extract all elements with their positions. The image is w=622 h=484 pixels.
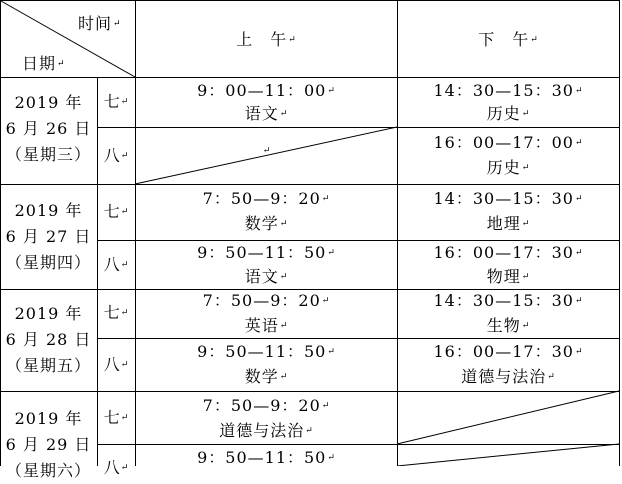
date-day: 6 月 29 日 xyxy=(5,435,92,454)
grade-cell: 七↵ xyxy=(103,303,129,322)
am-time: 9：50—11：50↵ xyxy=(197,243,335,262)
pm-subject: 物理↵ xyxy=(486,267,530,286)
pm-time: 14：30—15：30↵ xyxy=(433,291,583,310)
am-subject: 英语↵ xyxy=(244,316,288,335)
pm-time: 14：30—15：30↵ xyxy=(433,189,583,208)
date-year: 2019 年 xyxy=(14,201,83,220)
date-weekday: （星期四） xyxy=(5,253,91,272)
empty-cell-mark: ↵ xyxy=(262,146,271,156)
grade-cell: 七↵ xyxy=(103,92,129,111)
grade-cell: 八↵ xyxy=(103,458,129,477)
pm-subject: 历史↵ xyxy=(486,158,530,177)
date-weekday: （星期五） xyxy=(5,356,91,375)
am-subject: 语文↵ xyxy=(244,104,288,123)
empty-cell-diagonal xyxy=(135,127,397,184)
pm-subject: 生物↵ xyxy=(486,316,530,335)
date-year: 2019 年 xyxy=(14,409,83,428)
pm-subject: 地理↵ xyxy=(486,214,530,233)
pm-subject: 道德与法治↵ xyxy=(461,367,555,386)
am-time: 7：50—9：20↵ xyxy=(202,396,330,415)
header-morning-label: 上 午↵ xyxy=(236,30,296,49)
grade-cell: 八↵ xyxy=(103,355,129,374)
empty-cell-diagonal xyxy=(397,391,619,444)
am-subject: 语文↵ xyxy=(244,267,288,286)
am-subject: 数学↵ xyxy=(244,214,288,233)
am-subject: 数学↵ xyxy=(244,367,288,386)
grade-cell: 七↵ xyxy=(103,202,129,221)
grade-cell: 八↵ xyxy=(103,255,129,274)
empty-cell-diagonal xyxy=(397,444,619,466)
am-time: 7：50—9：20↵ xyxy=(202,189,330,208)
date-year: 2019 年 xyxy=(14,93,83,112)
date-weekday: （星期三） xyxy=(5,145,91,164)
header-afternoon-label: 下 午↵ xyxy=(478,30,538,49)
am-time: 7：50—9：20↵ xyxy=(202,291,330,310)
pm-time: 16：00—17：00↵ xyxy=(433,133,583,152)
pm-time: 16：00—17：30↵ xyxy=(433,243,583,262)
pm-time: 14：30—15：30↵ xyxy=(433,81,583,100)
header-time-label: 时间↵ xyxy=(78,14,121,33)
date-day: 6 月 27 日 xyxy=(5,227,92,246)
pm-subject: 历史↵ xyxy=(486,104,530,123)
am-time: 9：50—11：50↵ xyxy=(197,342,335,361)
grade-cell: 七↵ xyxy=(103,408,129,427)
am-time: 9：50—11：50↵ xyxy=(197,448,335,467)
date-year: 2019 年 xyxy=(14,304,83,323)
grade-cell: 八↵ xyxy=(103,146,129,165)
header-diagonal-line xyxy=(1,1,135,77)
pm-time: 16：00—17：30↵ xyxy=(433,342,583,361)
date-day: 6 月 26 日 xyxy=(5,119,92,138)
am-time: 9：00—11：00↵ xyxy=(197,81,335,100)
date-weekday: （星期六） xyxy=(5,461,91,480)
header-date-label: 日期↵ xyxy=(22,54,65,73)
am-subject: 道德与法治↵ xyxy=(219,421,313,440)
date-day: 6 月 28 日 xyxy=(5,330,92,349)
